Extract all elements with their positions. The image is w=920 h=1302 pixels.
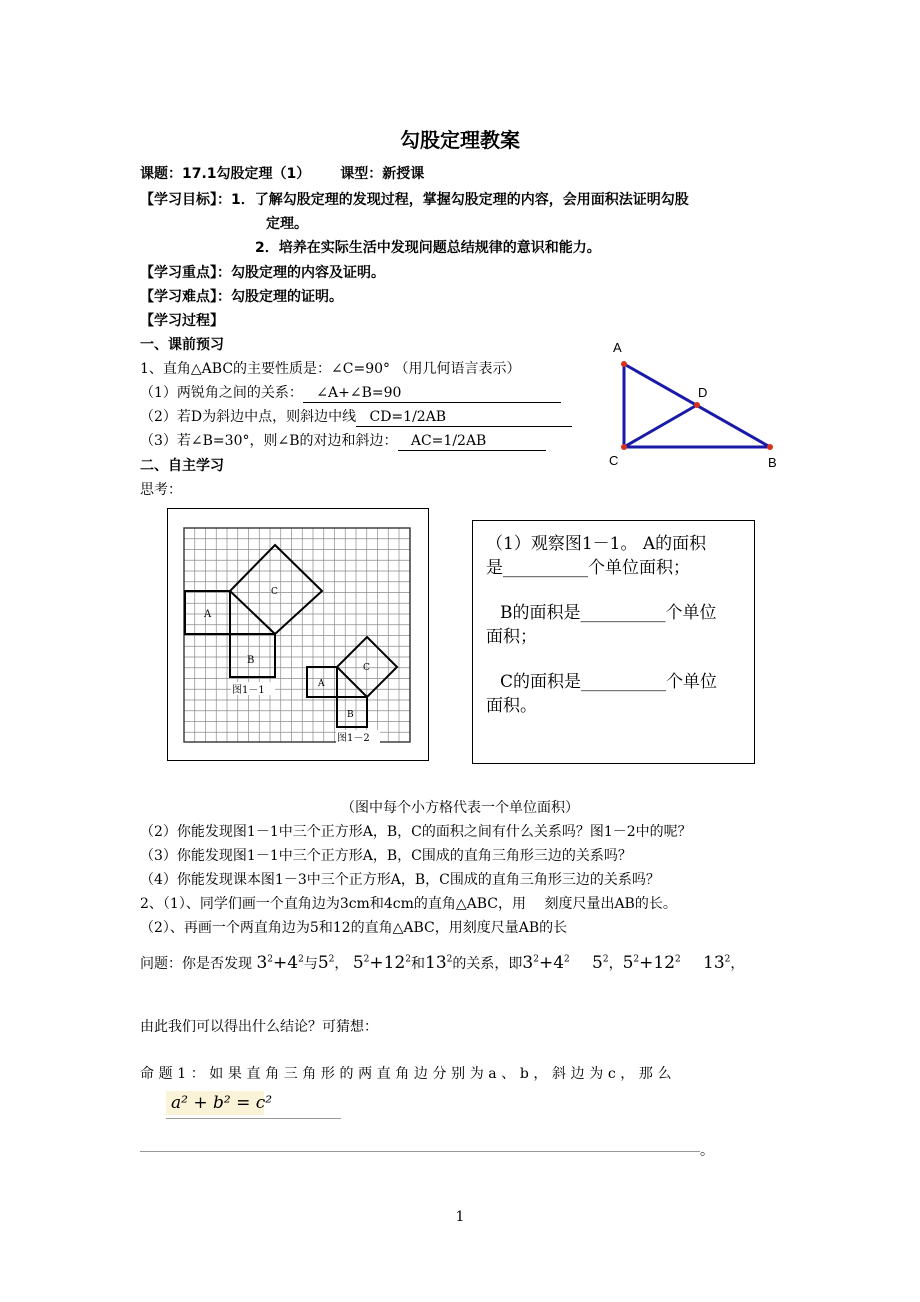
preview-s1 — [140, 382, 561, 403]
q1-note: （用几何语言表示） — [394, 361, 521, 377]
type-value: 新授课 — [382, 166, 425, 182]
label-c: C — [609, 453, 619, 468]
key-point-text: 勾股定理的内容及证明。 — [231, 265, 385, 281]
s1-answer: ∠A+∠B=90 — [316, 385, 402, 401]
self-study-heading: 二、自主学习 — [140, 458, 224, 474]
s3-answer: AC=1/2AB — [410, 433, 487, 449]
observe-line-6: 面积。 — [486, 696, 537, 716]
label-b: B — [768, 455, 777, 470]
goals-item-2: 2．培养在实际生活中发现问题总结规律的意识和能力。 — [255, 240, 601, 256]
key-point — [140, 262, 385, 282]
point-b — [767, 444, 773, 450]
topic-label: 课题： — [140, 166, 182, 182]
point-c — [621, 444, 627, 450]
fig-1-2-label: 图1－2 — [337, 733, 370, 744]
formula-underline — [166, 1118, 341, 1119]
comma-1: ， — [334, 956, 349, 972]
observe-line-1: （1）观察图1－1。 A的面积 — [486, 534, 707, 554]
question-2: （2）你能发现图1－1中三个正方形A，B，C的面积之间有什么关系吗？图1－2中的呢？ — [140, 824, 692, 840]
practice-2-2: （2）、再画一个两直角边为5和12的直角△ABC，用刻度尺量AB的长 — [140, 920, 568, 936]
answer-line — [140, 1151, 700, 1152]
label-sq-a-1: A — [204, 609, 212, 620]
label-sq-c-2: C — [363, 663, 370, 673]
median-cd — [624, 405, 697, 447]
formula: a² + b² = c² — [171, 1093, 273, 1113]
process-label: 【学习过程】 — [140, 313, 224, 329]
s3-blank — [398, 433, 546, 451]
observe-box — [472, 520, 755, 764]
problem-and-with: 与 — [303, 956, 318, 972]
point-a — [621, 361, 627, 367]
preview-q1 — [140, 358, 521, 378]
problem-and: 和 — [411, 956, 426, 972]
comma-2: ， — [608, 956, 623, 972]
q1-answer: ∠C=90° — [331, 361, 391, 377]
answer-period: 。 — [700, 1143, 714, 1159]
question-3: （3）你能发现图1－1中三个正方形A，B，C围成的直角三角形三边的关系吗？ — [140, 848, 632, 864]
fig-1-1-label: 图1－1 — [232, 685, 265, 696]
topic-value: 17.1勾股定理（1） — [182, 166, 311, 182]
goals-item-1-cont: 定理。 — [266, 216, 308, 232]
page-title: 勾股定理教案 — [400, 128, 520, 152]
label-sq-a-2: A — [318, 679, 325, 689]
comma-3: ， — [730, 956, 745, 972]
think-label: 思考： — [140, 482, 182, 498]
grid-figure — [183, 527, 413, 747]
difficulty-text: 勾股定理的证明。 — [231, 289, 343, 305]
goals-label: 【学习目标】： — [140, 192, 231, 208]
question-4: （4）你能发现课本图1－3中三个正方形A，B，C围成的直角三角形三边的关系吗？ — [140, 872, 660, 888]
s2-answer: CD=1/2AB — [369, 409, 447, 425]
goals-line-1 — [140, 189, 689, 209]
problem-relation: 的关系，即 — [452, 956, 523, 972]
proposition-1: 命题1：如果直角三角形的两直角边分别为a、b，斜边为c，那么 — [140, 1066, 677, 1082]
observe-line-4: 面积； — [486, 627, 537, 647]
observe-line-2: 是__________个单位面积； — [486, 558, 690, 578]
s3-prefix: （3）若∠B=30°，则∠B的对边和斜边： — [140, 433, 398, 449]
difficulty — [140, 286, 343, 306]
s2-prefix: （2）若D为斜边中点，则斜边中线 — [140, 409, 357, 425]
preview-s2 — [140, 406, 572, 427]
difficulty-label: 【学习难点】： — [140, 289, 231, 305]
q1-prefix: 1、直角△ABC的主要性质是： — [140, 361, 332, 377]
s1-prefix: （1）两锐角之间的关系： — [140, 385, 303, 401]
preview-heading: 一、课前预习 — [140, 337, 224, 353]
s1-blank — [303, 385, 561, 403]
point-d — [694, 402, 700, 408]
key-point-label: 【学习重点】： — [140, 265, 231, 281]
conclusion-prompt: 由此我们可以得出什么结论？可猜想： — [140, 1019, 378, 1035]
preview-s3 — [140, 430, 546, 451]
s2-blank — [356, 409, 572, 427]
observe-line-3: B的面积是__________个单位 — [500, 603, 717, 623]
triangle-diagram — [600, 335, 790, 475]
label-sq-b-1: B — [247, 655, 255, 666]
goals-item-1: 1．了解勾股定理的发现过程，掌握勾股定理的内容，会用面积法证明勾股 — [231, 192, 689, 208]
page-number: 1 — [455, 1209, 465, 1225]
practice-2-1: 2、（1）、同学们画一个直角边为3cm和4cm的直角△ABC，用 刻度尺量出AB的长。 — [140, 896, 677, 912]
problem-label: 问题：你是否发现 — [140, 956, 252, 972]
problem-line: 问题：你是否发现 $3^2+4^2$与$5^2$， $5^2+12^2$和$13^2$的关系，即$3^2+4^2$ $5^2$，$5^2+12^2$ $13^2$， — [140, 953, 745, 973]
label-sq-c-1: C — [271, 587, 278, 597]
observe-line-5: C的面积是__________个单位 — [500, 672, 718, 692]
label-a: A — [613, 340, 622, 355]
label-sq-b-2: B — [347, 710, 354, 720]
type-label: 课型： — [340, 166, 383, 182]
lesson-header — [140, 163, 424, 183]
figure-caption: （图中每个小方格代表一个单位面积） — [341, 800, 579, 816]
label-d: D — [698, 385, 708, 400]
